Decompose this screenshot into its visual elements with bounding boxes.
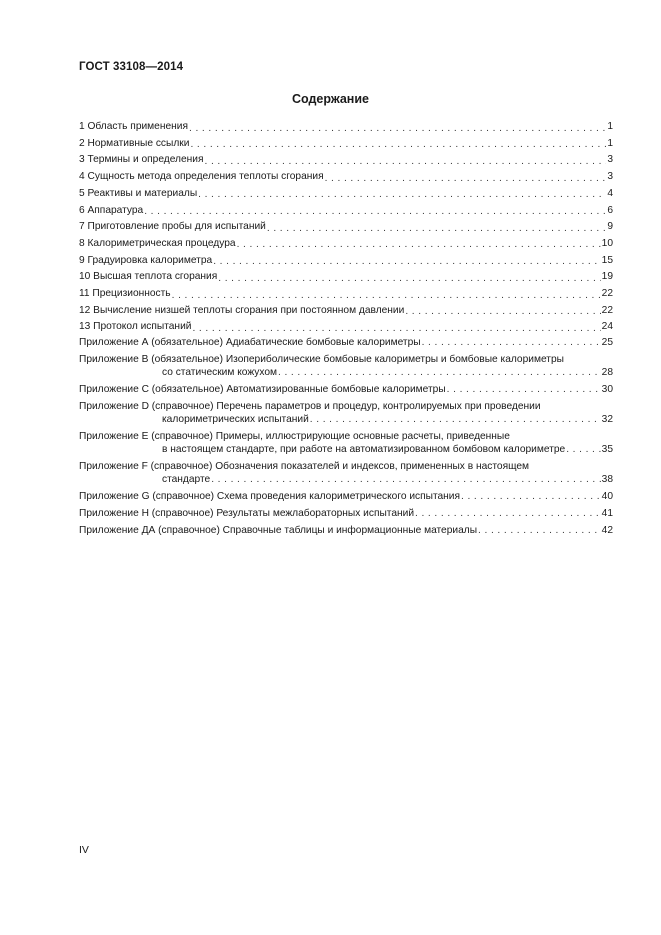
toc-entry-title: 11 Прецизионность	[79, 288, 171, 300]
toc-entry-title: 2 Нормативные ссылки	[79, 137, 190, 149]
dot-leader	[310, 415, 601, 425]
toc-entry-title-continued: калориметрических испытаний	[162, 414, 309, 426]
toc-entry[interactable]	[79, 319, 613, 336]
toc-entry-title: Приложение F (справочное) Обозначения показателей и индексов, примененных в настоящем	[79, 461, 530, 473]
dot-leader	[204, 157, 606, 167]
dot-leader	[447, 385, 601, 395]
toc-entry-page: 41	[601, 508, 613, 520]
toc-entry[interactable]	[79, 236, 613, 253]
dot-leader	[415, 509, 601, 519]
toc-entry-page: 3	[607, 154, 613, 166]
toc-entry[interactable]	[79, 203, 613, 220]
dot-leader	[144, 207, 606, 217]
toc-entry[interactable]	[79, 186, 613, 203]
toc-entry-title: 8 Калориметрическая процедура	[79, 237, 236, 249]
toc-entry-title: Приложение G (справочное) Схема проведения калориметрического испытания	[79, 491, 461, 503]
toc-entry-title: 10 Высшая теплота сгорания	[79, 271, 218, 283]
toc-appendix-entry[interactable]	[79, 353, 613, 380]
toc-entry-title: Приложение В (обязательное) Изопериболические бомбовые калориметры и бомбовые калориметры	[79, 354, 564, 366]
toc-entry-page: 38	[601, 474, 613, 486]
toc-entry[interactable]	[79, 152, 613, 169]
toc-entry-title-continued: со статическим кожухом	[162, 367, 277, 379]
toc-appendix-entry[interactable]	[79, 430, 613, 457]
toc-entry-title-continued: стандарте	[162, 474, 211, 486]
toc-entry-title: Приложение ДА (справочное) Справочные таблицы и информационные материалы	[79, 525, 478, 537]
toc-appendix-entry[interactable]	[79, 490, 613, 504]
toc-entry-page: 10	[601, 237, 613, 249]
dot-leader	[213, 257, 600, 267]
dot-leader	[566, 445, 600, 455]
toc-entry-page: 9	[607, 221, 613, 233]
toc-entry-title: 7 Приготовление пробы для испытаний	[79, 221, 266, 233]
dot-leader	[461, 492, 601, 502]
toc-appendix-entry[interactable]	[79, 400, 613, 427]
toc-entry-title: 4 Сущность метода определения теплоты сгорания	[79, 171, 324, 183]
toc-entry-page: 35	[601, 444, 613, 456]
dot-leader	[218, 274, 600, 284]
toc-appendix-entry[interactable]	[79, 460, 613, 487]
standard-code: ГОСТ 33108—2014	[79, 61, 184, 73]
toc-appendix-entry[interactable]	[79, 507, 613, 521]
dot-leader	[211, 475, 600, 485]
toc-entry-page: 1	[607, 137, 613, 149]
dot-leader	[478, 526, 601, 536]
toc-entry-title: Приложение Н (справочное) Результаты межлабораторных испытаний	[79, 508, 415, 520]
toc-entry[interactable]	[79, 253, 613, 270]
toc-entry[interactable]	[79, 169, 613, 186]
table-of-contents	[79, 119, 613, 541]
dot-leader	[198, 190, 606, 200]
toc-entry-page: 3	[607, 171, 613, 183]
toc-entry-title-continued: в настоящем стандарте, при работе на автоматизированном бомбовом калориметре	[162, 444, 566, 456]
toc-entry-title: 6 Аппаратура	[79, 204, 144, 216]
page-folio: IV	[79, 844, 89, 856]
toc-entry-page: 28	[601, 367, 613, 379]
toc-entry-page: 42	[601, 525, 613, 537]
toc-entry[interactable]	[79, 269, 613, 286]
toc-entry-title: 1 Область применения	[79, 121, 188, 132]
toc-entry-page: 30	[601, 384, 613, 396]
dot-leader	[190, 140, 606, 150]
dot-leader	[325, 174, 607, 184]
toc-entry[interactable]	[79, 119, 613, 136]
toc-entry-page: 22	[601, 304, 613, 316]
page-title: Содержание	[291, 92, 369, 106]
toc-entry-page: 1	[607, 121, 613, 132]
toc-entry-title: 9 Градуировка калориметра	[79, 254, 213, 266]
toc-appendix-entry[interactable]	[79, 336, 613, 350]
dot-leader	[237, 240, 601, 250]
dot-leader	[278, 368, 601, 378]
dot-leader	[422, 338, 601, 348]
toc-entry[interactable]	[79, 136, 613, 153]
toc-entry-title: 13 Протокол испытаний	[79, 321, 192, 333]
toc-entry[interactable]	[79, 219, 613, 236]
toc-appendix-entry[interactable]	[79, 524, 613, 538]
toc-entry-title: 12 Вычисление низшей теплоты сгорания при постоянном давлении	[79, 304, 405, 316]
toc-entry-page: 24	[601, 321, 613, 333]
toc-entry-page: 32	[601, 414, 613, 426]
toc-entry-page: 22	[601, 288, 613, 300]
toc-entry-title: 5 Реактивы и материалы	[79, 187, 198, 199]
toc-entry-title: Приложение А (обязательное) Адиабатические бомбовые калориметры	[79, 337, 421, 349]
toc-entry-title: Приложение D (справочное) Перечень параметров и процедур, контролируемых при проведении	[79, 401, 541, 413]
dot-leader	[172, 291, 601, 301]
toc-entry-title: 3 Термины и определения	[79, 154, 204, 166]
toc-entry[interactable]	[79, 303, 613, 320]
dot-leader	[192, 324, 600, 334]
toc-entry-page: 40	[601, 491, 613, 503]
dot-leader	[189, 124, 606, 134]
toc-entry[interactable]	[79, 286, 613, 303]
toc-appendix-entry[interactable]	[79, 383, 613, 397]
toc-entry-page: 4	[607, 187, 613, 199]
dot-leader	[405, 307, 600, 317]
toc-entry-title: Приложение Е (справочное) Примеры, иллюстрирующие основные расчеты, приведенные	[79, 431, 510, 443]
toc-entry-page: 15	[601, 254, 613, 266]
toc-entry-title: Приложение С (обязательное) Автоматизированные бомбовые калориметры	[79, 384, 446, 396]
dot-leader	[267, 224, 606, 234]
toc-entry-page: 19	[601, 271, 613, 283]
toc-entry-page: 25	[601, 337, 613, 349]
toc-entry-page: 6	[607, 204, 613, 216]
